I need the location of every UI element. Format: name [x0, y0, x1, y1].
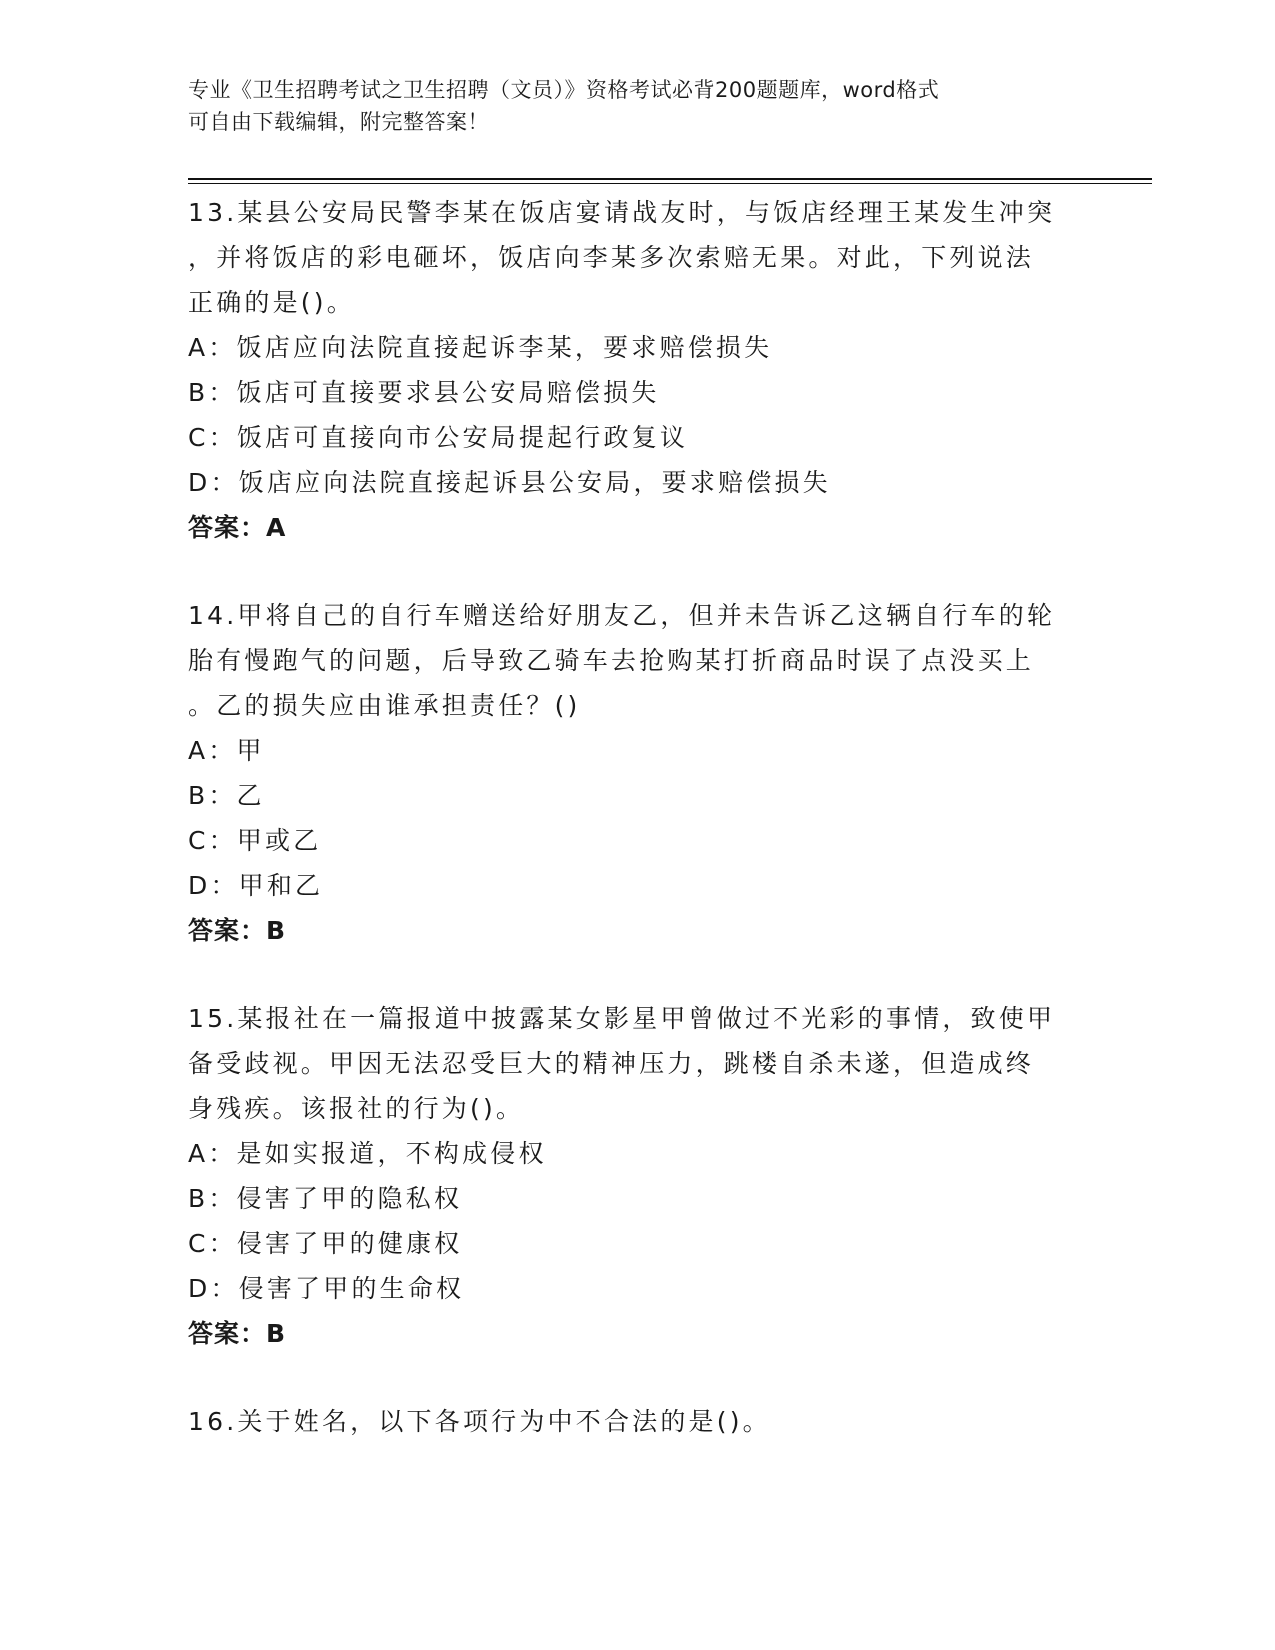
option-d: D：甲和乙: [188, 871, 324, 900]
header-rule-thin: [188, 183, 1152, 184]
document-header: [188, 74, 1088, 138]
question-list: [188, 190, 1088, 1487]
question-13: [188, 190, 1088, 550]
option-d: D：饭店应向法院直接起诉县公安局，要求赔偿损失: [188, 468, 831, 497]
option-a: A：是如实报道，不构成侵权: [188, 1139, 547, 1168]
option-c: C：饭店可直接向市公安局提起行政复议: [188, 423, 689, 452]
option-a: A：甲: [188, 736, 265, 765]
question-text: 身残疾。该报社的行为()。: [188, 1094, 525, 1123]
option-a: A：饭店应向法院直接起诉李某，要求赔偿损失: [188, 333, 773, 362]
answer-label: 答案：B: [188, 1319, 287, 1348]
question-text: 备受歧视。甲因无法忍受巨大的精神压力，跳楼自杀未遂，但造成终: [188, 1049, 1035, 1078]
question-text: 。乙的损失应由谁承担责任？(): [188, 691, 581, 720]
answer-label: 答案：A: [188, 513, 287, 542]
question-14: [188, 593, 1088, 953]
question-text: 13.某县公安局民警李某在饭店宴请战友时，与饭店经理王某发生冲突: [188, 198, 1056, 227]
question-text: 16.关于姓名，以下各项行为中不合法的是()。: [188, 1407, 771, 1436]
answer-label: 答案：B: [188, 916, 287, 945]
question-text: ，并将饭店的彩电砸坏，饭店向李某多次索赔无果。对此，下列说法: [188, 243, 1035, 272]
question-text: 胎有慢跑气的问题，后导致乙骑车去抢购某打折商品时误了点没买上: [188, 646, 1035, 675]
question-text: 14.甲将自己的自行车赠送给好朋友乙，但并未告诉乙这辆自行车的轮: [188, 601, 1056, 630]
option-c: C：甲或乙: [188, 826, 322, 855]
option-b: B：乙: [188, 781, 265, 810]
option-c: C：侵害了甲的健康权: [188, 1229, 463, 1258]
question-text: 15.某报社在一篇报道中披露某女影星甲曾做过不光彩的事情，致使甲: [188, 1004, 1056, 1033]
header-line-1: 专业《卫生招聘考试之卫生招聘（文员）》资格考试必背200题题库，word格式: [188, 78, 940, 102]
question-text: 正确的是()。: [188, 288, 355, 317]
header-rule-thick: [188, 178, 1152, 180]
header-line-2: 可自由下载编辑，附完整答案！: [188, 110, 489, 134]
option-b: B：饭店可直接要求县公安局赔偿损失: [188, 378, 660, 407]
question-15: [188, 996, 1088, 1356]
question-16: [188, 1399, 1088, 1444]
option-b: B：侵害了甲的隐私权: [188, 1184, 463, 1213]
option-d: D：侵害了甲的生命权: [188, 1274, 465, 1303]
